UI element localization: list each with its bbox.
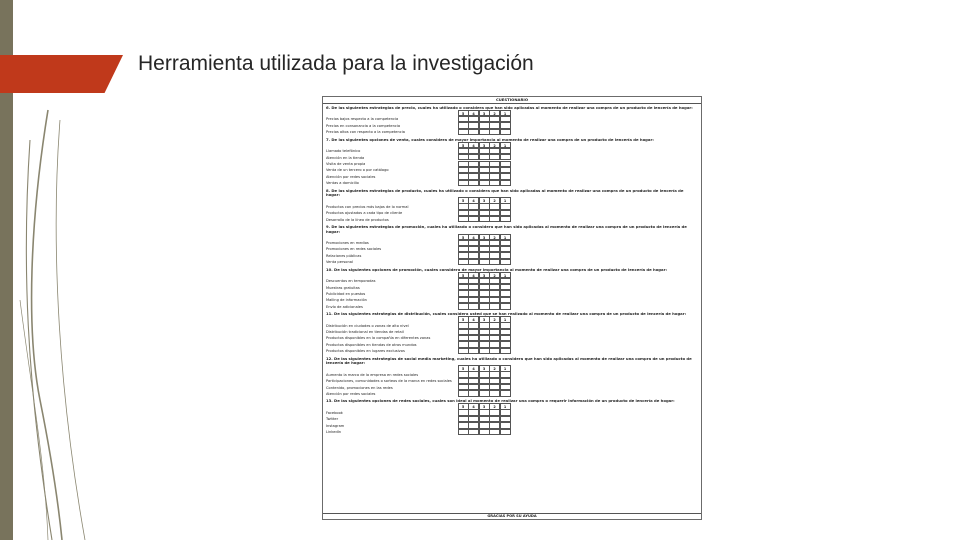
option-label: Distribución tradicional en tiendas de retail — [326, 330, 404, 335]
answer-cell — [479, 180, 490, 186]
option-label: Precios bajos respecto a la competencia — [326, 117, 399, 122]
option-label: Atención por redes sociales — [326, 391, 376, 396]
answer-cell — [479, 303, 490, 309]
question-text: 7. De las siguientes opciones de venta, cuales considera de mayor importancia al momento de realizar una compra de un producto de lencería de hogar: — [326, 136, 654, 142]
question-text: 11. De las siguientes estrategias de distribución, cuales considera usted que se han realizado al momento de realizar una compra de un producto de lencería de hogar: — [326, 311, 687, 317]
option-row — [326, 304, 698, 310]
option-label: Desarrollo de la línea de productos — [326, 217, 389, 222]
scale-header-cell: 1 — [500, 197, 511, 203]
answer-cell — [479, 129, 490, 135]
scale-header-cell: 5 — [458, 142, 469, 148]
scale-header-cell: 3 — [479, 110, 490, 116]
scale-header-cell: 1 — [500, 403, 511, 409]
scale-header-cell: 3 — [479, 272, 490, 278]
option-row — [326, 129, 698, 135]
option-label: Atención por redes sociales — [326, 174, 376, 179]
option-label: Mailing de información — [326, 298, 367, 303]
option-label: Instagram — [326, 423, 345, 428]
scale-header-cell: 4 — [468, 197, 479, 203]
option-label: Productos disponibles en lugares exclusivos — [326, 349, 405, 354]
answer-cell — [489, 348, 500, 354]
option-row — [326, 180, 698, 186]
answer-cell — [489, 303, 500, 309]
scale-header-cell: 3 — [479, 403, 490, 409]
option-label: Ventas a domicilio — [326, 181, 359, 186]
option-label: Participaciones, comunidades o sorteos de la marca en redes sociales — [326, 379, 452, 384]
option-label: Precios en consonancia a la competencia — [326, 123, 401, 128]
answer-cell — [468, 259, 479, 265]
question-section — [326, 225, 698, 266]
question-section — [326, 138, 698, 187]
option-label: Venta de un tercero o por catálogo — [326, 168, 389, 173]
answer-cell — [468, 216, 479, 222]
scale-header-cell: 3 — [479, 365, 490, 371]
question-section — [326, 399, 698, 435]
answer-cell — [500, 348, 511, 354]
question-text: 6. De las siguientes estrategias de precio, cuales ha utilizado o considera que han sido aplicadas al momento de realizar una compra de un producto de lencería de hogar: — [326, 105, 693, 110]
scale-header-cell: 1 — [500, 142, 511, 148]
questionnaire-document — [322, 96, 702, 520]
option-label: Llamado telefónico — [326, 149, 361, 154]
scale-header-cell: 4 — [468, 403, 479, 409]
option-row — [326, 391, 698, 397]
answer-cell — [468, 390, 479, 396]
answer-cell — [489, 129, 500, 135]
option-label: Productos ajustados a cada tipo de cliente — [326, 211, 403, 216]
option-label: Contenido, promociones en las redes — [326, 385, 393, 390]
answer-cell — [489, 259, 500, 265]
answer-cell — [489, 216, 500, 222]
scale-header-cell: 2 — [489, 316, 500, 322]
answer-cell — [500, 390, 511, 396]
scale-header-cell: 2 — [489, 142, 500, 148]
question-sections — [326, 106, 698, 435]
option-label: Productos con precios más bajos de lo normal — [326, 204, 409, 209]
answer-cell — [479, 429, 490, 435]
scale-header-cell: 4 — [468, 365, 479, 371]
scale-header-cell: 2 — [489, 234, 500, 240]
question-section — [326, 268, 698, 311]
scale-header-cell: 2 — [489, 110, 500, 116]
option-row — [326, 217, 698, 223]
question-text: 9. De las siguientes estrategias de promoción, cuales ha utilizado o considera que han sido aplicadas al momento de realizar una compra de un producto de lencería de hogar: — [326, 223, 687, 234]
scale-header-cell: 3 — [479, 234, 490, 240]
option-label: Descuentos en temporadas — [326, 279, 376, 284]
scale-header-cell: 2 — [489, 365, 500, 371]
document-footer: GRACIAS POR SU AYUDA — [323, 513, 701, 519]
question-text: 12. De las siguientes estrategias de social media marketing, cuales ha utilizado o considera que han sido aplicadas al momento de realizar una compra de un producto de lencería de hogar: — [326, 355, 692, 366]
scale-header-cell: 5 — [458, 365, 469, 371]
scale-header-cell: 3 — [479, 142, 490, 148]
option-row — [326, 348, 698, 354]
answer-cell — [500, 303, 511, 309]
option-label: Visita de venta propia — [326, 162, 366, 166]
option-row — [326, 429, 698, 435]
answer-cell — [458, 390, 469, 396]
option-label: Aumento la marca de la empresa en redes sociales — [326, 372, 419, 377]
answer-cell — [458, 216, 469, 222]
option-label: Venta personal — [326, 260, 353, 265]
answer-cell — [479, 348, 490, 354]
question-text: 10. De las siguientes opciones de promoción, cuales considera de mayor importancia al momento de realizar una compra de un producto de lencería de hogar: — [326, 266, 667, 272]
question-section — [326, 357, 698, 398]
scale-header-cell: 3 — [479, 316, 490, 322]
scale-header-cell: 1 — [500, 365, 511, 371]
title-accent-bar — [0, 55, 123, 93]
answer-cell — [468, 429, 479, 435]
scale-header-cell: 2 — [489, 272, 500, 278]
answer-cell — [458, 129, 469, 135]
scale-header-cell: 5 — [458, 316, 469, 322]
option-label: Atención en la tienda — [326, 155, 365, 160]
scale-header-cell: 5 — [458, 234, 469, 240]
answer-cell — [458, 429, 469, 435]
option-label: Promociones en redes sociales — [326, 247, 382, 252]
answer-cell — [468, 180, 479, 186]
option-label: Relaciones públicas — [326, 253, 362, 258]
answer-cell — [458, 348, 469, 354]
option-label: LinkedIn — [326, 430, 342, 435]
option-label: Muestras gratuitas — [326, 285, 360, 290]
scale-header-cell: 1 — [500, 110, 511, 116]
scale-header-cell: 4 — [468, 234, 479, 240]
option-label: Promociones en medios — [326, 241, 369, 245]
answer-cell — [500, 216, 511, 222]
question-section — [326, 312, 698, 355]
answer-cell — [489, 180, 500, 186]
answer-cell — [489, 429, 500, 435]
scale-header-cell: 5 — [458, 197, 469, 203]
scale-header-cell: 5 — [458, 272, 469, 278]
scale-header-cell: 4 — [468, 110, 479, 116]
answer-cell — [500, 429, 511, 435]
scale-header-cell: 1 — [500, 234, 511, 240]
answer-cell — [479, 216, 490, 222]
option-label: Publicidad en puestos — [326, 291, 366, 296]
scale-header-cell: 1 — [500, 272, 511, 278]
scale-header-cell: 4 — [468, 142, 479, 148]
scale-header-cell: 5 — [458, 403, 469, 409]
slide-title: Herramienta utilizada para la investigación — [138, 52, 534, 75]
scale-header-cell: 4 — [468, 272, 479, 278]
option-row — [326, 259, 698, 265]
answer-cell — [458, 303, 469, 309]
scale-header-cell: 2 — [489, 197, 500, 203]
answer-cell — [468, 348, 479, 354]
answer-cell — [500, 259, 511, 265]
question-section — [326, 189, 698, 223]
question-text: 13. De las siguientes opciones de redes sociales, cuales son ideal al momento de realizar una compra o requerir información de un producto de lencería de hogar: — [326, 398, 675, 404]
scale-header-cell: 5 — [458, 110, 469, 116]
option-label: Envío de adicionales — [326, 304, 363, 309]
option-label: Facebook — [326, 410, 343, 415]
answer-cell — [458, 259, 469, 265]
option-label: Distribución en ciudades o zonas de alto nivel — [326, 323, 409, 328]
scale-header-cell: 2 — [489, 403, 500, 409]
answer-cell — [468, 303, 479, 309]
answer-cell — [500, 129, 511, 135]
answer-cell — [479, 390, 490, 396]
answer-cell — [468, 129, 479, 135]
option-label: Twitter — [326, 417, 339, 422]
question-text: 8. De las siguientes estrategias de producto, cuales ha utilizado o considera que han sido aplicadas al momento de realizar una compra de un producto de lencería de hogar: — [326, 187, 684, 198]
scale-header-cell: 4 — [468, 316, 479, 322]
answer-cell — [479, 259, 490, 265]
answer-cell — [500, 180, 511, 186]
question-section — [326, 106, 698, 136]
scale-header-cell: 3 — [479, 197, 490, 203]
option-label: Precios altos con respecto a la competencia — [326, 130, 405, 135]
document-title: CUESTIONARIO — [323, 97, 701, 104]
scale-header-cell: 1 — [500, 316, 511, 322]
answer-cell — [458, 180, 469, 186]
answer-cell — [489, 390, 500, 396]
option-label: Productos disponibles en tiendas de otros mundos — [326, 342, 417, 347]
option-label: Productos disponibles en la compañía en diferentes zonas — [326, 336, 431, 341]
